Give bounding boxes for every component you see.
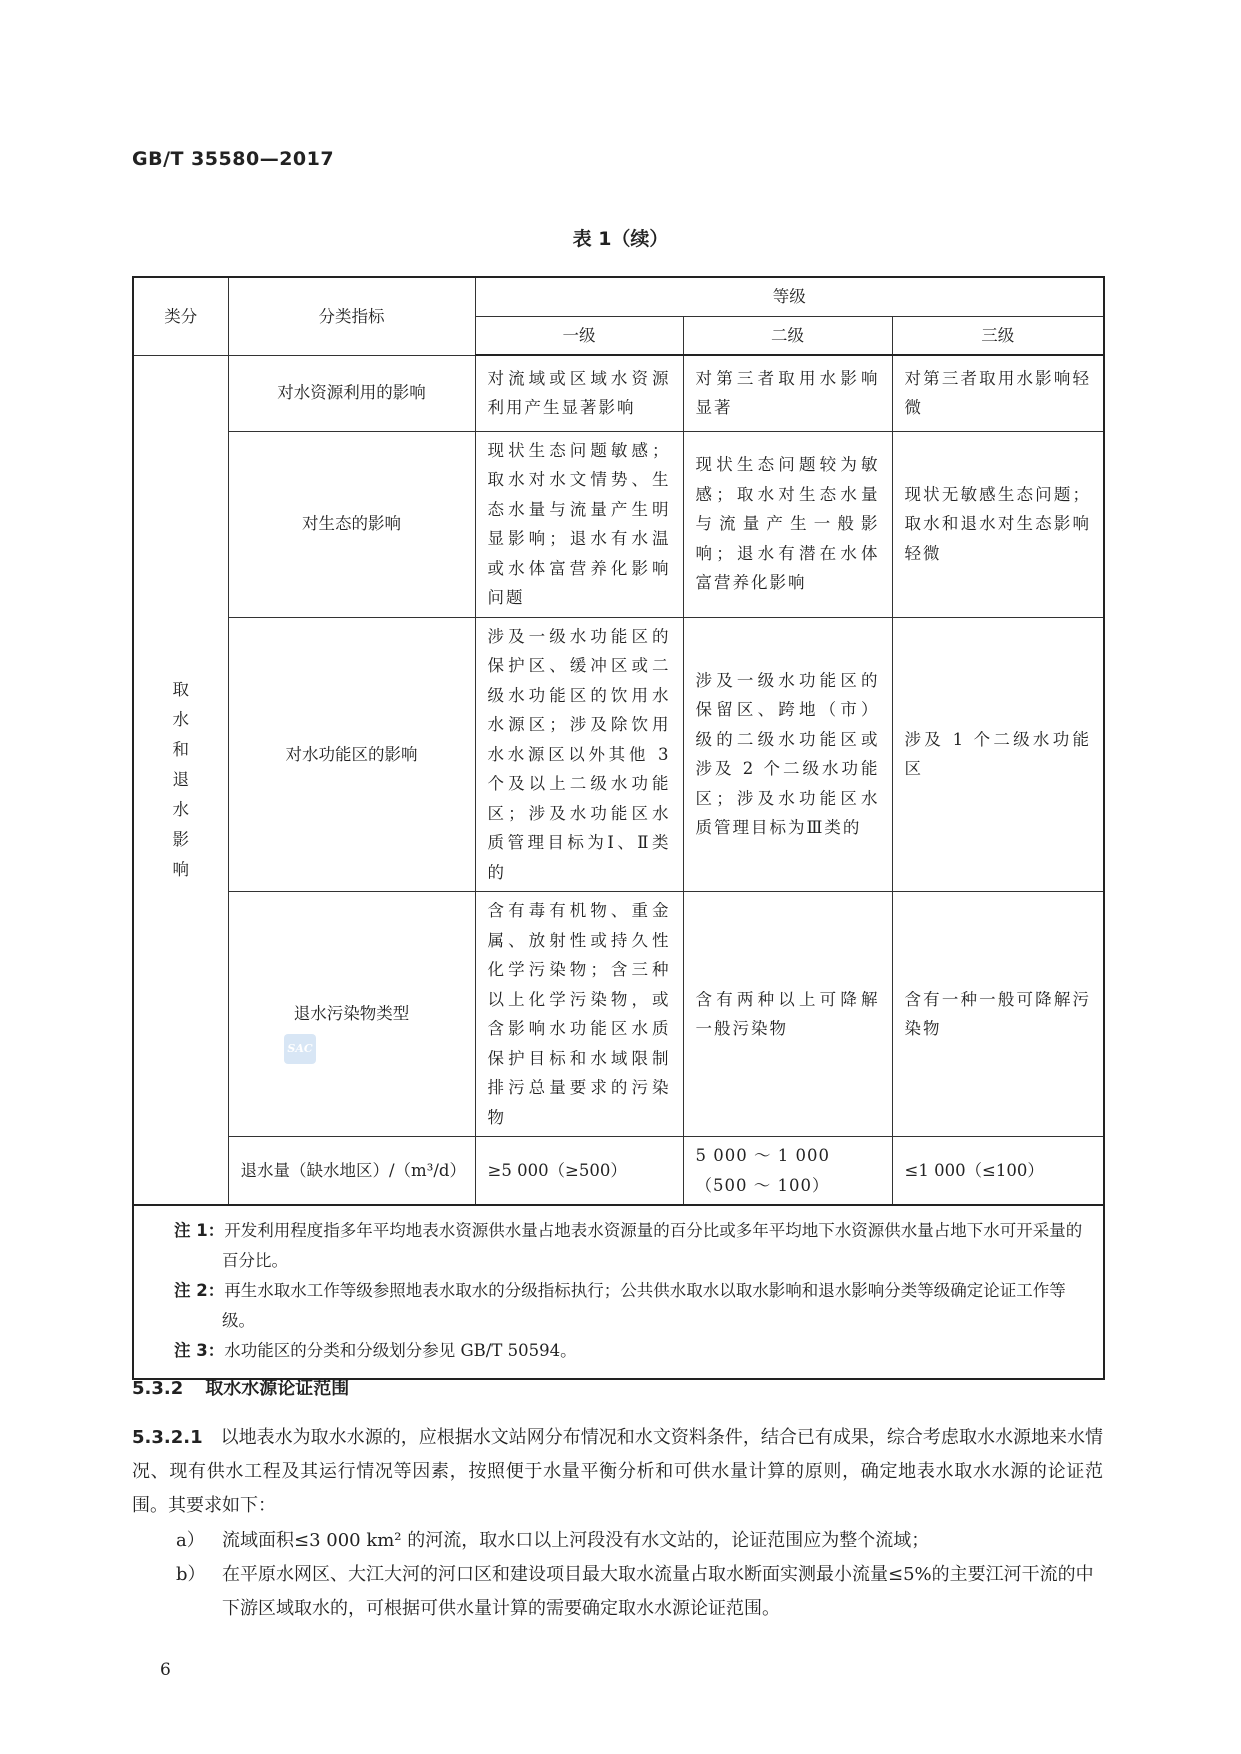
item-label: b）	[176, 1564, 206, 1585]
level2-cell: 涉及一级水功能区的保留区、跨地（市）级的二级水功能区或涉及 2 个二级水功能区；涉及水功能区水质管理目标为Ⅲ类的	[683, 617, 892, 892]
section-heading	[132, 1374, 371, 1400]
level3-cell: 涉及 1 个二级水功能区	[892, 617, 1104, 892]
note-label: 注 1：	[174, 1221, 225, 1240]
table-row	[133, 431, 1104, 617]
header-grade: 等级	[475, 277, 1104, 316]
note-1	[174, 1216, 1083, 1276]
table-row	[133, 892, 1104, 1137]
header-category: 类分	[133, 277, 228, 355]
indicator-cell: 退水污染物类型	[228, 892, 475, 1137]
table-title: 表 1（续）	[572, 228, 669, 250]
level1-cell: 对流域或区域水资源利用产生显著影响	[475, 355, 683, 431]
section-number: 5.3.2	[132, 1378, 184, 1399]
indicator-cell: 退水量（缺水地区）/（m³/d）	[228, 1137, 475, 1206]
level3-cell: 现状无敏感生态问题；取水和退水对生态影响轻微	[892, 431, 1104, 617]
list-item	[176, 1524, 1103, 1558]
sac-watermark	[284, 1034, 316, 1064]
note-text: 再生水取水工作等级参照地表水取水的分级指标执行；公共供水取水以取水影响和退水影响分类等级确定论证工作等级。	[222, 1281, 1066, 1330]
table-row	[133, 355, 1104, 431]
table-notes	[133, 1205, 1104, 1379]
level1-cell: 涉及一级水功能区的保护区、缓冲区或二级水功能区的饮用水水源区；涉及除饮用水水源区以外其他 3 个及以上二级水功能区；涉及水功能区水质管理目标为Ⅰ、Ⅱ类的	[475, 617, 683, 892]
table-row	[133, 617, 1104, 892]
clause-text: 以地表水为取水水源的，应根据水文站网分布情况和水文资料条件，结合已有成果，综合考虑取水水源地来水情况、现有供水工程及其运行情况等因素，按照便于水量平衡分析和可供水量计算的原则，确定地表水取水水源的论证范围。其要求如下：	[132, 1427, 1103, 1516]
note-label: 注 2：	[174, 1281, 225, 1300]
table-row	[133, 1137, 1104, 1206]
indicator-cell: 对水功能区的影响	[228, 617, 475, 892]
clause-paragraph	[132, 1421, 1103, 1523]
item-label: a）	[176, 1530, 205, 1551]
note-label: 注 3：	[174, 1341, 225, 1360]
header-level2: 二级	[683, 316, 892, 355]
category-cell	[133, 355, 228, 1205]
header-level3: 三级	[892, 316, 1104, 355]
level2-cell: 对第三者取用水影响显著	[683, 355, 892, 431]
header-indicator: 分类指标	[228, 277, 475, 355]
note-3	[174, 1336, 1083, 1366]
level3-cell: ≤1 000（≤100）	[892, 1137, 1104, 1206]
category-label: 取水和退水影响	[172, 679, 189, 879]
section-title: 取水水源论证范围	[205, 1378, 350, 1399]
item-text: 在平原水网区、大江大河的河口区和建设项目最大取水流量占取水断面实测最小流量≤5%的主要江河干流的中下游区域取水的，可根据可供水量计算的需要确定取水水源论证范围。	[222, 1564, 1094, 1619]
level3-cell: 对第三者取用水影响轻微	[892, 355, 1104, 431]
page-number: 6	[160, 1660, 171, 1680]
level2-cell: 现状生态问题较为敏感；取水对生态水量与流量产生一般影响；退水有潜在水体富营养化影响	[683, 431, 892, 617]
level3-cell: 含有一种一般可降解污染物	[892, 892, 1104, 1137]
level1-cell: 现状生态问题敏感；取水对水文情势、生态水量与流量产生明显影响；退水有水温或水体富营养化影响问题	[475, 431, 683, 617]
note-2	[174, 1276, 1083, 1336]
note-text: 开发利用程度指多年平均地表水资源供水量占地表水资源量的百分比或多年平均地下水资源供水量占地下水可开采量的百分比。	[222, 1221, 1083, 1270]
clause-number: 5.3.2.1	[132, 1427, 203, 1448]
item-text: 流域面积≤3 000 km² 的河流，取水口以上河段没有水文站的，论证范围应为整个流域；	[222, 1530, 930, 1551]
indicator-cell: 对生态的影响	[228, 431, 475, 617]
indicator-cell: 对水资源利用的影响	[228, 355, 475, 431]
level1-cell: ≥5 000（≥500）	[475, 1137, 683, 1206]
standard-code: GB/T 35580—2017	[132, 148, 335, 170]
level1-cell: 含有毒有机物、重金属、放射性或持久性化学污染物；含三种以上化学污染物，或含影响水功能区水质保护目标和水域限制排污总量要求的污染物	[475, 892, 683, 1137]
watermark-logo: SAC	[284, 1034, 316, 1064]
list-item	[176, 1558, 1103, 1626]
level2-cell: 含有两种以上可降解一般污染物	[683, 892, 892, 1137]
note-text: 水功能区的分类和分级划分参见 GB/T 50594。	[224, 1341, 577, 1360]
level2-cell: 5 000 ～ 1 000（500 ～ 100）	[683, 1137, 892, 1206]
header-level1: 一级	[475, 316, 683, 355]
grading-table	[132, 276, 1105, 1380]
